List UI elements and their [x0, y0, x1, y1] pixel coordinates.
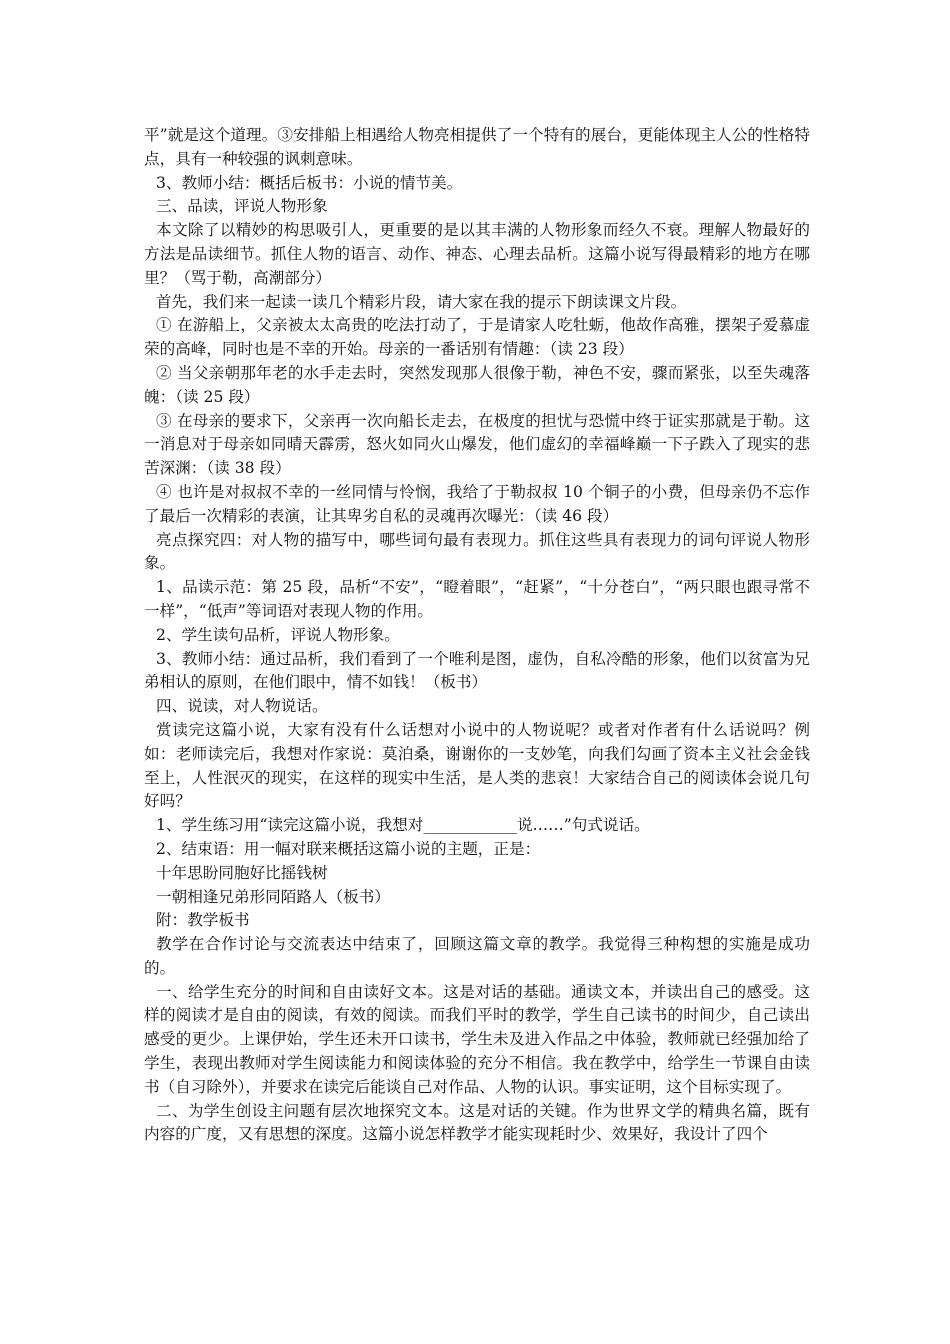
section-heading: 四、说读，对人物说话。	[156, 697, 328, 716]
list-item: 1、品读示范：第 25 段，品析“不安”，“瞪着眼”，“赶紧”，“十分苍白”，“两只眼也跟寻常不一样”，“低声”等词语对表现人物的作用。	[144, 578, 810, 620]
paragraph: 二、为学生创设主问题有层次地探究文本。这是对话的关键。作为世界文学的精典名篇，既有内容的广度，又有思想的深度。这篇小说怎样教学才能实现耗时少、效果好，我设计了四个	[144, 1101, 810, 1144]
paragraph: 教学在合作讨论与交流表达中结束了，回顾这篇文章的教学。我觉得三种构想的实施是成功的。	[144, 935, 810, 977]
couplet-line: 十年思盼同胞好比摇钱树	[156, 863, 328, 882]
list-item: 2、结束语：用一幅对联来概括这篇小说的主题，正是：	[156, 839, 541, 858]
section-heading: 三、品读，评说人物形象	[156, 197, 328, 216]
paragraph: 首先，我们来一起读一读几个精彩片段，请大家在我的提示下朗读课文片段。	[156, 292, 687, 311]
list-item: ③ 在母亲的要求下，父亲再一次向船长走去，在极度的担忧与恐慌中终于证实那就是于勒。这一消息对于母亲如同晴天霹雳，怒火如同火山爆发，他们虚幻的幸福峰巅一下子跌入了现实的悲苦深渊：（读 38 段）	[144, 411, 810, 478]
couplet-line: 一朝相逢兄弟形同陌路人（板书）	[156, 887, 390, 906]
document-body	[144, 124, 810, 1147]
paragraph: 本文除了以精妙的构思吸引人，更重要的是以其丰满的人物形象而经久不衰。理解人物最好的方法是品读细节。抓住人物的语言、动作、神态、心理去品析。这篇小说写得最精彩的地方在哪里？（骂于勒，高潮部分）	[144, 221, 810, 287]
list-item: ① 在游船上，父亲被太太高贵的吃法打动了，于是请家人吃牡蛎，他故作高雅，摆架子爱慕虚荣的高峰，同时也是不幸的开始。母亲的一番话别有情趣：（读 23 段）	[144, 316, 810, 359]
paragraph: 附：教学板书	[156, 911, 250, 930]
list-item: ② 当父亲朝那年老的水手走去时，突然发现那人很像于勒，神色不安，骤而紧张，以至失魂落魄：（读 25 段）	[144, 363, 810, 406]
paragraph: 平”就是这个道理。③安排船上相遇给人物亮相提供了一个特有的展台，更能体现主人公的性格特点，具有一种较强的讽刺意味。	[144, 126, 810, 168]
paragraph: 3、教师小结：概括后板书：小说的情节美。	[156, 173, 463, 192]
paragraph: 赏读完这篇小说，大家有没有什么话想对小说中的人物说呢？或者对作者有什么话说吗？例如：老师读完后，我想对作家说：莫泊桑，谢谢你的一支妙笔，向我们勾画了资本主义社会金钱至上，人性泯灭的现实，在这样的现实中生活，是人类的悲哀！大家结合自己的阅读体会说几句好吗？	[144, 720, 810, 811]
list-item: ④ 也许是对叔叔不幸的一丝同情与怜悯，我给了于勒叔叔 10 个铜子的小费，但母亲仍不忘作了最后一次精彩的表演，让其卑劣自私的灵魂再次曝光：（读 46 段）	[144, 482, 810, 525]
list-item: 2、学生读句品析，评说人物形象。	[156, 625, 400, 644]
list-item: 3、教师小结：通过品析，我们看到了一个唯利是图，虚伪，自私冷酷的形象，他们以贫富为兄弟相认的原则，在他们眼中，情不如钱！（板书）	[144, 649, 810, 692]
paragraph: 一、给学生充分的时间和自由读好文本。这是对话的基础。通读文本，并读出自己的感受。这样的阅读才是自由的阅读，有效的阅读。而我们平时的教学，学生自己读书的时间少，自己读出感受的更少。上课伊始，学生还未开口读书，学生未及进入作品之中体验，教师就已经强加给了学生，表现出教师对学生阅读能力和阅读体验的充分不相信。我在教学中，给学生一节课自由读书（自习除外），并要求在读完后能谈自己对作品、人物的认识。事实证明，这个目标实现了。	[144, 982, 810, 1096]
list-item: 1、学生练习用“读完这篇小说，我想对____________说……”句式说话。	[156, 816, 650, 835]
paragraph: 亮点探究四：对人物的描写中，哪些词句最有表现力。抓住这些具有表现力的词句评说人物形象。	[144, 530, 810, 573]
